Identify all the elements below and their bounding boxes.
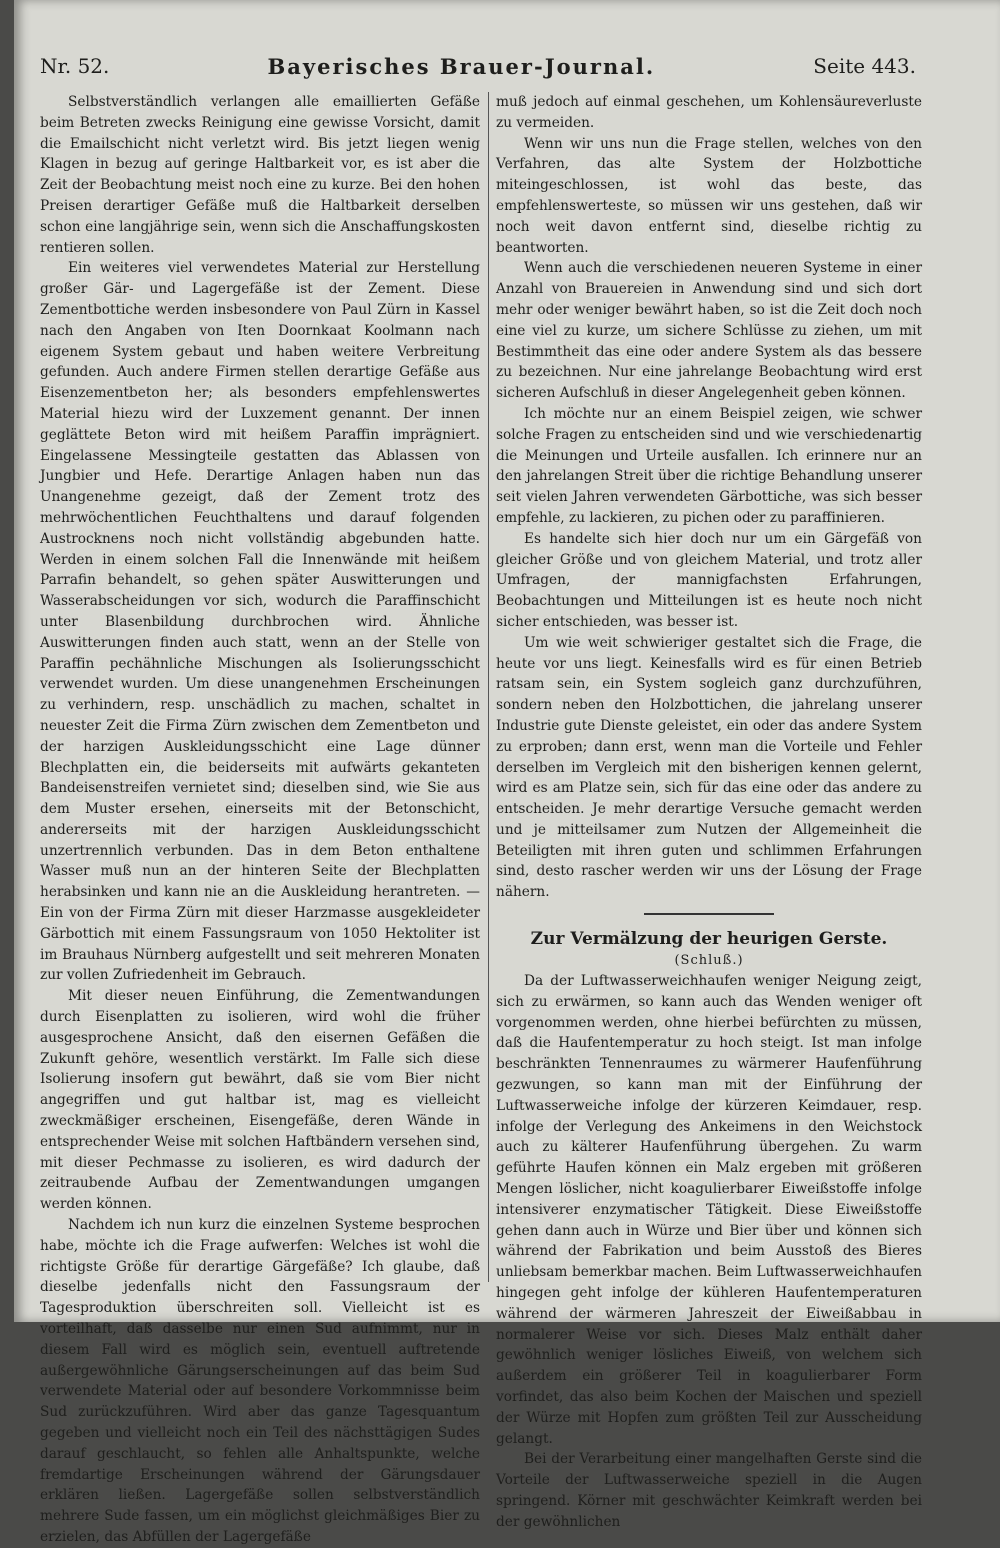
section-title: Zur Vermälzung der heurigen Gerste. (530, 929, 888, 950)
paragraph: Ich möchte nur an einem Beispiel zeigen, wie schwer solche Fragen zu entscheiden sind und wie verschiedenartig die Meinungen und Urteile ausfallen. Ich erinnere nur an den jahrelangen Streit über die richtige Behandlung unserer seit vielen Jahren verwendeten Gärbottiche, was sich besser empfehle, zu lackieren, zu pichen oder zu paraffinieren. (496, 405, 922, 526)
paragraph: Wenn wir uns nun die Frage stellen, welches von den Verfahren, das alte System der Holzbottiche miteingeschlossen, ist wohl das beste, das empfehlenswerteste, so müssen wir uns gestehen, daß wir noch weit davon entfernt sind, dieselbe richtig zu beantworten. (496, 135, 922, 256)
journal-title: Bayerisches Brauer-Journal. (267, 53, 656, 79)
paragraph: Da der Luftwasserweichhaufen weniger Neigung zeigt, sich zu erwärmen, so kann auch das Wenden weniger oft vorgenommen werden, ohne hierbei befürchten zu müssen, daß die Haufentemperatur zu hoch steigt. Ist man infolge beschränkten Tennenraumes zu wärmerer Haufenführung gezwungen, so kann man mit der Einführung der Luftwasserweiche infolge der kürzeren Keimdauer, resp. infolge der Verlegung des Ankeimens in den Weichstock auch zu kälterer Haufenführung übergehen. Zu warm geführte Haufen können ein Malz ergeben mit größeren Mengen löslicher, nicht koagulierbarer Eiweißstoffe infolge intensiverer enzymatischer Tätigkeit. Diese Eiweißstoffe gehen dann auch in Würze und Bier über und können sich während der Fabrikation und beim Ausstoß des Bieres unliebsam bemerkbar machen. Beim Luftwasserweichhaufen hingegen geht infolge der kühleren Haufentemperaturen während der wärmeren Jahreszeit der Eiweißabbau in normalerer Weise vor sich. Dieses Malz enthält daher gewöhnlich weniger lösliches Eiweiß, von welchem sich außerdem ein größerer Teil in koagulierbarer Form vorfindet, das also beim Kochen der Maischen und speziell der Würze mit Hopfen zum größten Teil zur Ausscheidung gelangt. (496, 973, 922, 1447)
paragraph: Bei der Verarbeitung einer mangelhaften Gerste sind die Vorteile der Luftwasserweiche speziell in die Augen springend. Körner mit geschwächter Keimkraft werden bei der gewöhnlichen (496, 1451, 922, 1530)
paragraph: Nachdem ich nun kurz die einzelnen Systeme besprochen habe, möchte ich die Frage aufwerfen: Welches ist wohl die richtigste Größe für derartige Gärgefäße? Ich glaube, daß dieselbe jedenfalls nicht den Fassungsraum der Tagesproduktion überschreiten soll. Vielleicht ist es vorteilhaft, daß dasselbe nur einen Sud aufnimmt, nur in diesem Fall wird es möglich sein, eventuell auftretende außergewöhnliche Gärungserscheinungen auf das beim Sud verwendete Material oder auf besondere Vorkommnisse beim Sud zurückzuführen. Wird aber das ganze Tagesquantum gegeben und vielleicht noch ein Teil des nächsttägigen Sudes darauf geschlaucht, so fehlen alle Anhaltspunkte, welche fremdartige Erscheinungen während der Gärungsdauer erklären ließen. Lagergefäße sollen selbstverständlich mehrere Sude fassen, um ein möglichst gleichmäßiges Bier zu erzielen, das Abfüllen der Lagergefäße (40, 1217, 480, 1545)
issue-number: Nr. 52. (40, 54, 110, 78)
paragraph: Wenn auch die verschiedenen neueren Systeme in einer Anzahl von Brauereien in Anwendung sind und sich dort mehr oder weniger bewährt haben, so ist die Zeit doch noch eine viel zu kurze, um sichere Schlüsse zu ziehen, um mit Bestimmtheit das eine oder andere System als das bessere zu bezeichnen. Nur eine jahrelange Beobachtung wird erst sicheren Aufschluß in dieser Angelegenheit geben können. (496, 260, 922, 402)
paragraph: Es handelte sich hier doch nur um ein Gärgefäß von gleicher Größe und von gleichem Material, und trotz aller Umfragen, der mannigfachsten Erfahrungen, Beobachtungen und Mitteilungen ist es heute noch nicht sicher entschieden, was besser ist. (496, 530, 922, 630)
paragraph: muß jedoch auf einmal geschehen, um Kohlensäureverluste zu vermeiden. (496, 94, 922, 131)
paragraph: Selbstverständlich verlangen alle emaillierten Gefäße beim Betreten zwecks Reinigung eine gewisse Vorsicht, damit die Emailschicht nicht verletzt wird. Bis jetzt liegen wenig Klagen in bezug auf geringe Haltbarkeit vor, es ist aber die Zeit der Beobachtung meist noch eine zu kurze. Bei den hohen Preisen derartiger Gefäße muß die Haltbarkeit derselben schon eine langjährige sein, wenn sich die Anschaffungskosten rentieren sollen. (40, 94, 480, 256)
newspaper-page (14, 0, 1000, 1545)
page-number: Seite 443. (813, 54, 916, 78)
paragraph: Mit dieser neuen Einführung, die Zementwandungen durch Eisenplatten zu isolieren, wird wohl die früher ausgesprochene Ansicht, daß den eisernen Gefäßen die Zukunft gehöre, wesentlich verstärkt. Im Falle sich diese Isolierung insofern gut bewährt, daß sie vom Bier nicht angegriffen und gut haltbar ist, mag es vielleicht zweckmäßiger erscheinen, Eisengefäße, deren Wände in entsprechender Weise mit solchen Haftbändern versehen sind, mit dieser Pechmasse zu isolieren, es wird dadurch der zeitraubende Aufbau der Zementwandungen umgangen werden können. (40, 988, 480, 1213)
section-subtitle: (Schluß.) (674, 953, 744, 969)
page-header (40, 46, 916, 86)
column-divider (488, 92, 489, 1282)
left-column (40, 92, 480, 1545)
right-column (496, 92, 922, 1530)
paragraph: Ein weiteres viel verwendetes Material zur Herstellung großer Gär- und Lagergefäße ist der Zement. Diese Zementbottiche werden insbesondere von Paul Zürn in Kassel nach den Angaben von Iten Doornkaat Koolmann nach eigenem System gebaut und haben weitere Verbreitung gefunden. Auch andere Firmen stellen derartige Gefäße aus Eisenzementbeton her; als besonders empfehlenswertes Material hiezu wird der Luxzement genannt. Der innen geglättete Beton wird mit heißem Paraffin imprägniert. Eingelassene Messingteile gestatten das Ablassen von Jungbier und Hefe. Derartige Anlagen haben nun das Unangenehme gezeigt, daß der Zement trotz des mehrwöchentlichen Feuchthaltens und darauf folgenden Austrocknens noch nicht vollständig abgebunden hatte. Werden in einem solchen Fall die Innenwände mit heißem Parrafin behandelt, so gehen später Auswitterungen und Wasserabscheidungen vor sich, wodurch die Paraffinschicht unter Blasenbildung durchbrochen wird. Ähnliche Auswitterungen finden auch statt, wenn an der Stelle von Paraffin pechähnliche Mischungen als Isolierungsschicht verwendet wurden. Um diese unangenehmen Erscheinungen zu verhindern, resp. unschädlich zu machen, schaltet in neuester Zeit die Firma Zürn zwischen dem Zementbeton und der harzigen Auskleidungsschicht eine Lage dünner Blechplatten ein, die beiderseits mit aufwärts gekanteten Bandeisenstreifen vernietet sind; dieselben sind, wie Sie aus dem Muster ersehen, einerseits mit der Betonschicht, andererseits mit der harzigen Auskleidungsschicht unzertrennlich verbunden. Das in dem Beton enthaltene Wasser muß nun an der hinteren Seite der Blechplatten herabsinken und kann nie an die Auskleidung herantreten. — Ein von der Firma Zürn mit dieser Harzmasse ausgekleideter Gärbottich mit einem Fassungsraum von 1050 Hektoliter ist im Brauhaus Nürnberg aufgestellt und seit mehreren Monaten zur vollen Zufriedenheit im Gebrauch. (40, 260, 480, 984)
section-separator (644, 913, 774, 915)
paragraph: Um wie weit schwieriger gestaltet sich die Frage, die heute vor uns liegt. Keinesfalls wird es für einen Betrieb ratsam sein, ein System sogleich ganz durchzuführen, sondern neben den Holzbottichen, die jahrelang unserer Industrie gute Dienste geleistet, ein oder das andere System zu erproben; dann erst, wenn man die Vorteile und Fehler derselben im Vergleich mit den bisherigen kennen gelernt, wird es am Platze sein, sich für das eine oder das andere zu entscheiden. Je mehr derartige Versuche gemacht werden und je mitteilsamer zum Nutzen der Allgemeinheit die Beteiligten mit ihren guten und schlimmen Erfahrungen sind, desto rascher werden wir uns der Lösung der Frage nähern. (496, 634, 922, 901)
